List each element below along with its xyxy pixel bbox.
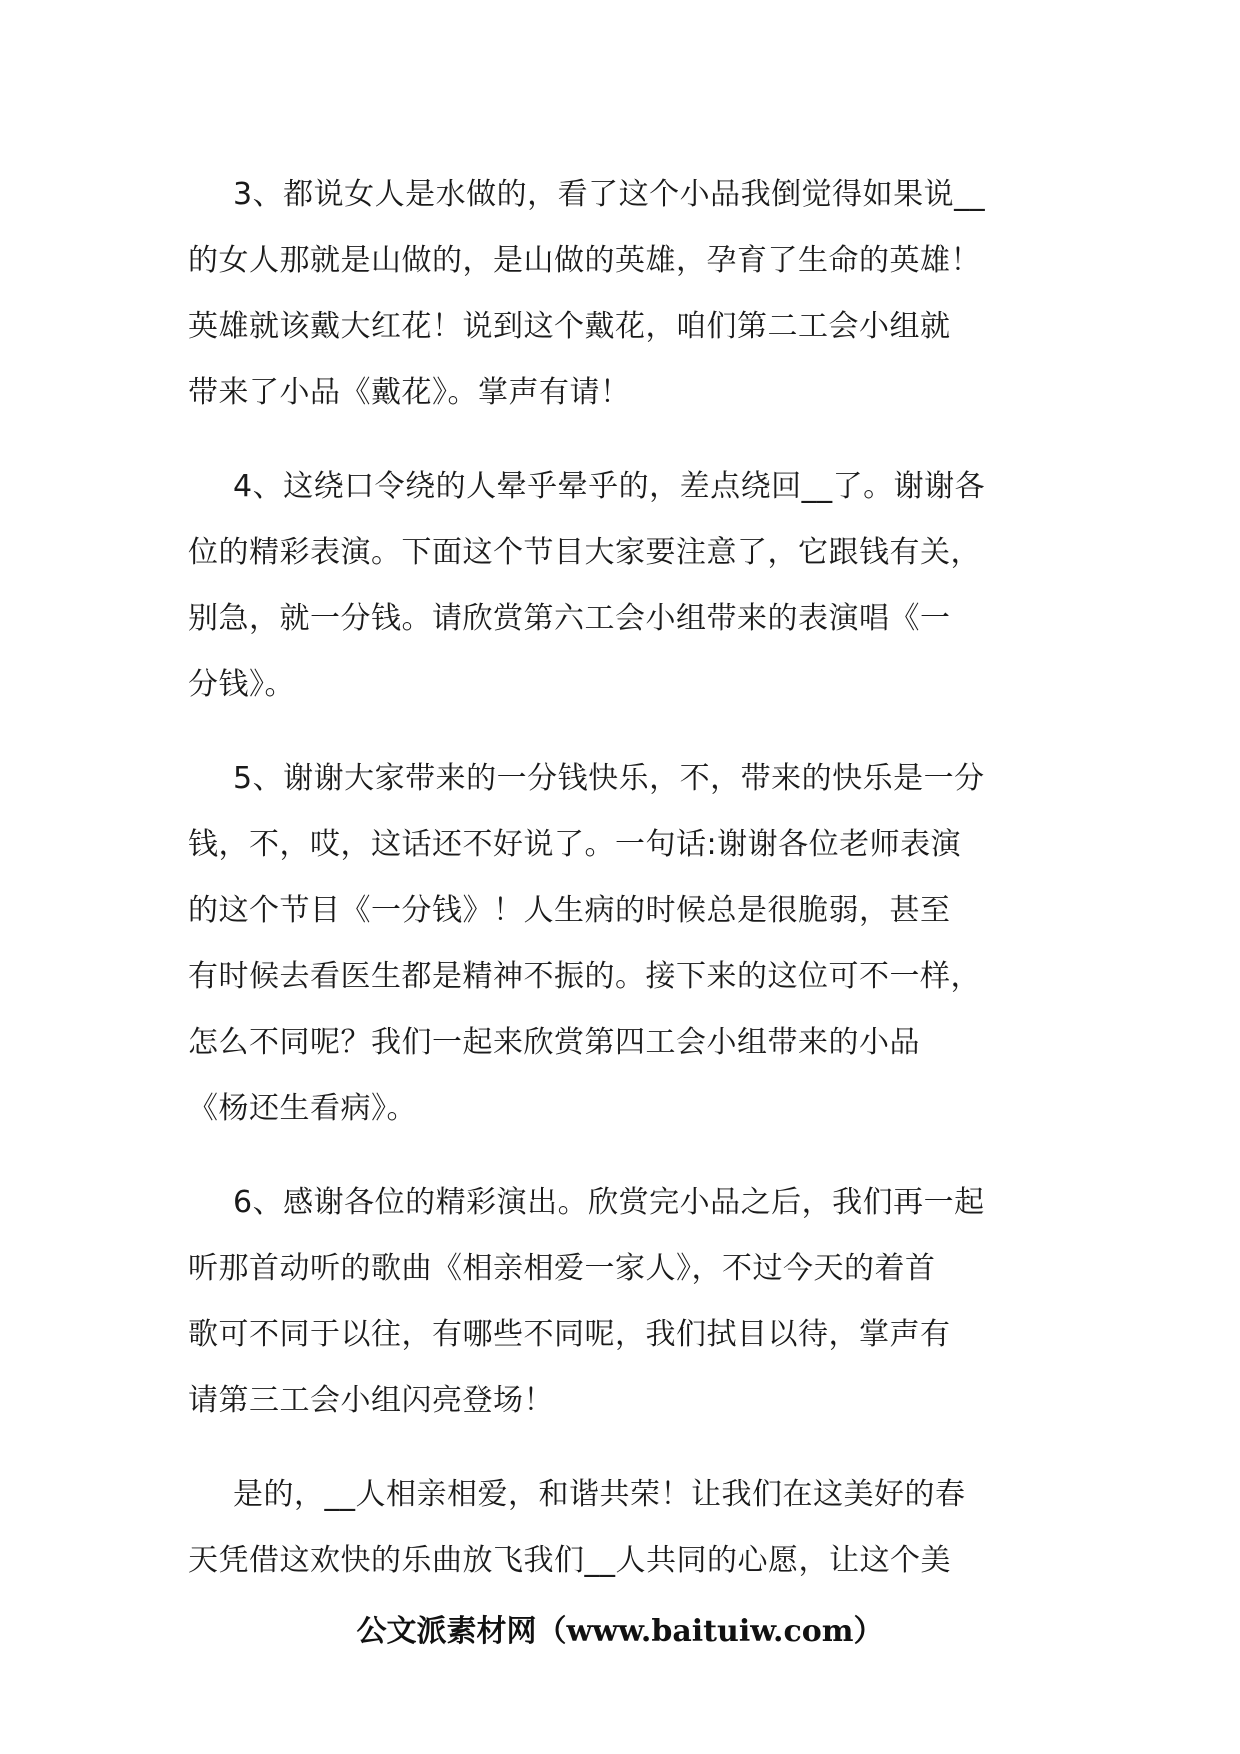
- paragraph-3: [188, 162, 1068, 426]
- text-line: 别急，就一分钱。请欣赏第六工会小组带来的表演唱《一: [188, 601, 951, 636]
- text-line: 怎么不同呢？我们一起来欣赏第四工会小组带来的小品: [188, 1025, 920, 1060]
- paragraph-closing: [188, 1462, 1068, 1594]
- text-line: 钱，不，哎，这话还不好说了。一句话:谢谢各位老师表演: [188, 827, 962, 862]
- text-line: 天凭借这欢快的乐曲放飞我们__人共同的心愿，让这个美: [188, 1543, 951, 1578]
- text-line: 的这个节目《一分钱》！人生病的时候总是很脆弱，甚至: [188, 893, 951, 928]
- text-line: 听那首动听的歌曲《相亲相爱一家人》，不过今天的着首: [188, 1251, 936, 1286]
- text-line: 带来了小品《戴花》。掌声有请！: [188, 375, 631, 410]
- text-line: 《杨还生看病》。: [188, 1091, 417, 1126]
- text-line: 歌可不同于以往，有哪些不同呢，我们拭目以待，掌声有: [188, 1317, 951, 1352]
- text-line: 是的，__人相亲相爱，和谐共荣！让我们在这美好的春: [233, 1477, 966, 1512]
- text-line: 请第三工会小组闪亮登场！: [188, 1383, 554, 1418]
- text-line: 的女人那就是山做的，是山做的英雄，孕育了生命的英雄！: [188, 243, 981, 278]
- text-line: 位的精彩表演。下面这个节目大家要注意了，它跟钱有关，: [188, 535, 981, 570]
- paragraph-5: [188, 746, 1068, 1142]
- text-line: 4、这绕口令绕的人晕乎晕乎的，差点绕回__了。谢谢各: [233, 469, 986, 504]
- text-line: 5、谢谢大家带来的一分钱快乐，不，带来的快乐是一分: [233, 761, 985, 796]
- paragraph-4: [188, 454, 1068, 718]
- paragraph-6: [188, 1170, 1068, 1434]
- text-line: 3、都说女人是水做的，看了这个小品我倒觉得如果说__: [233, 177, 986, 212]
- text-line: 英雄就该戴大红花！说到这个戴花，咱们第二工会小组就: [188, 309, 951, 344]
- document-body: [188, 162, 1068, 1622]
- text-line: 6、感谢各位的精彩演出。欣赏完小品之后，我们再一起: [233, 1185, 985, 1220]
- page-footer-source: 公文派素材网（www.baituiw.com）: [356, 1614, 884, 1649]
- text-line: 分钱》。: [188, 667, 295, 702]
- text-line: 有时候去看医生都是精神不振的。接下来的这位可不一样，: [188, 959, 981, 994]
